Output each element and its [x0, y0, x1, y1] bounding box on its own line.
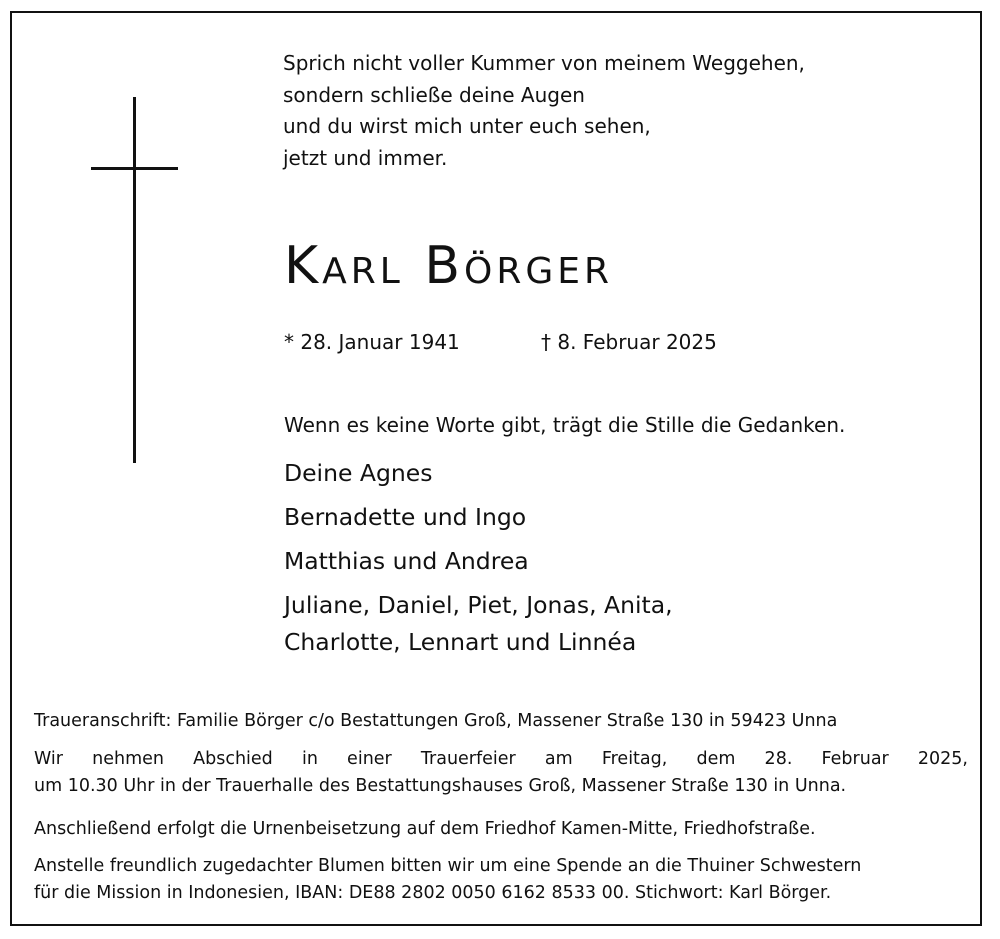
mourners-list	[284, 455, 673, 661]
deceased-name: Karl Börger	[284, 236, 614, 296]
cross-icon	[133, 97, 136, 463]
poem-line: und du wirst mich unter euch sehen,	[283, 114, 651, 138]
ceremony-line: um 10.30 Uhr in der Trauerhalle des Bestattungshauses Groß, Massener Straße 130 in Unna.	[34, 776, 847, 796]
cross-icon-bar	[91, 167, 178, 170]
quote: Wenn es keine Worte gibt, trägt die Stille die Gedanken.	[284, 413, 846, 437]
donation-info	[34, 853, 968, 907]
donation-line: für die Mission in Indonesien, IBAN: DE88 2802 0050 6162 8533 00. Stichwort: Karl Börger.	[34, 883, 832, 903]
mourner: Deine Agnes	[284, 459, 433, 487]
ceremony-line: Wir nehmen Abschied in einer Trauerfeier am Freitag, dem 28. Februar 2025,	[34, 749, 968, 769]
death-date: † 8. Februar 2025	[541, 330, 717, 354]
burial-info	[34, 816, 968, 843]
poem-line: jetzt und immer.	[283, 145, 448, 170]
mourner: Matthias und Andrea	[284, 547, 529, 575]
donation-line: Anstelle freundlich zugedachter Blumen bitten wir um eine Spende an die Thuiner Schwestern	[34, 856, 862, 876]
poem-line: Sprich nicht voller Kummer von meinem Weggehen,	[283, 51, 805, 75]
poem-line: sondern schließe deine Augen	[283, 82, 585, 107]
mourner: Juliane, Daniel, Piet, Jonas, Anita,	[284, 591, 673, 619]
address-text: Traueranschrift: Familie Börger c/o Bestattungen Groß, Massener Straße 130 in 59423 Unna	[34, 711, 838, 731]
poem	[283, 48, 805, 174]
birth-date: * 28. Januar 1941	[284, 330, 460, 354]
ceremony-info	[34, 746, 968, 800]
mourning-address	[34, 708, 968, 735]
mourner: Bernadette und Ingo	[284, 503, 527, 531]
burial-text: Anschließend erfolgt die Urnenbeisetzung auf dem Friedhof Kamen-Mitte, Friedhofstraße.	[34, 819, 816, 839]
mourner: Charlotte, Lennart und Linnéa	[284, 628, 637, 656]
